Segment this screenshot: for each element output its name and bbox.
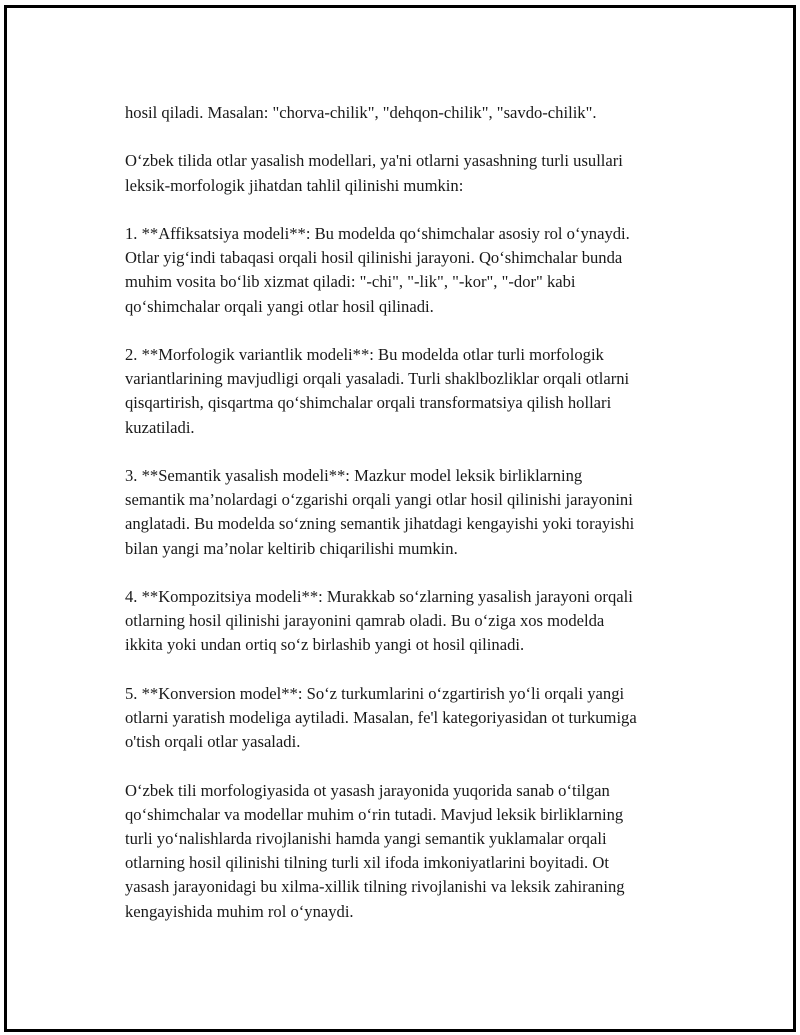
text-line: 4. **Kompozitsiya modeli**: Murakkab so‘zlarning yasalish jarayoni orqali xyxy=(125,586,633,606)
text-line: yasash jarayonidagi bu xilma-xillik tilning rivojlanishi va leksik zahiraning xyxy=(125,877,625,897)
text-line: leksik-morfologik jihatdan tahlil qilinishi mumkin: xyxy=(125,175,464,195)
text-line: anglatadi. Bu modelda so‘zning semantik jihatdagi kengayishi yoki torayishi xyxy=(125,514,635,534)
text-line: O‘zbek tilida otlar yasalish modellari, ya'ni otlarni yasashning turli usullari xyxy=(125,151,623,171)
text-line: bilan yangi ma’nolar keltirib chiqarilishi mumkin. xyxy=(125,538,458,558)
text-line: muhim vosita bo‘lib xizmat qiladi: "-chi", "-lik", "-kor", "-dor" kabi xyxy=(125,272,576,292)
text-line: O‘zbek tili morfologiyasida ot yasash jarayonida yuqorida sanab o‘tilgan xyxy=(125,780,610,800)
paragraph xyxy=(125,101,695,125)
text-line: 5. **Konversion model**: So‘z turkumlarini o‘zgartirish yo‘li orqali yangi xyxy=(125,683,625,703)
text-line: otlarning hosil qilinishi tilning turli xil ifoda imkoniyatlarini boyitadi. Ot xyxy=(125,853,609,873)
text-line: 1. **Affiksatsiya modeli**: Bu modelda qo‘shimchalar asosiy rol o‘ynaydi. xyxy=(125,223,630,243)
text-line: otlarni yaratish modeliga aytiladi. Masalan, fe'l kategoriyasidan ot turkumiga xyxy=(125,707,637,727)
paragraph xyxy=(125,222,695,319)
paragraph xyxy=(125,343,695,440)
paragraph xyxy=(125,464,695,561)
paragraph xyxy=(125,682,695,755)
text-line: turli yo‘nalishlarda rivojlanishi hamda yangi semantik yuklamalar orqali xyxy=(125,828,607,848)
text-line: variantlarining mavjudligi orqali yasaladi. Turli shaklbozliklar orqali otlarni xyxy=(125,369,630,389)
document-body xyxy=(125,101,695,948)
text-line: qisqartirish, qisqartma qo‘shimchalar orqali transformatsiya qilish hollari xyxy=(125,393,612,413)
text-line: kengayishida muhim rol o‘ynaydi. xyxy=(125,901,354,921)
text-line: ikkita yoki undan ortiq so‘z birlashib yangi ot hosil qilinadi. xyxy=(125,635,525,655)
text-line: 2. **Morfologik variantlik modeli**: Bu modelda otlar turli morfologik xyxy=(125,344,604,364)
paragraph xyxy=(125,585,695,658)
text-line: qo‘shimchalar orqali yangi otlar hosil qilinadi. xyxy=(125,296,434,316)
page-frame xyxy=(4,5,796,1032)
text-line: hosil qiladi. Masalan: "chorva-chilik", "dehqon-chilik", "savdo-chilik". xyxy=(125,103,597,122)
text-line: 3. **Semantik yasalish modeli**: Mazkur model leksik birliklarning xyxy=(125,465,583,485)
text-line: Otlar yig‘indi tabaqasi orqali hosil qilinishi jarayoni. Qo‘shimchalar bunda xyxy=(125,248,623,268)
text-line: o'tish orqali otlar yasaladi. xyxy=(125,732,301,752)
text-line: otlarning hosil qilinishi jarayonini qamrab oladi. Bu o‘ziga xos modelda xyxy=(125,611,605,631)
paragraph xyxy=(125,149,695,197)
text-line: semantik ma’nolardagi o‘zgarishi orqali yangi otlar hosil qilinishi jarayonini xyxy=(125,490,633,510)
text-line: kuzatiladi. xyxy=(125,417,195,437)
paragraph xyxy=(125,779,695,924)
text-line: qo‘shimchalar va modellar muhim o‘rin tutadi. Mavjud leksik birliklarning xyxy=(125,804,624,824)
